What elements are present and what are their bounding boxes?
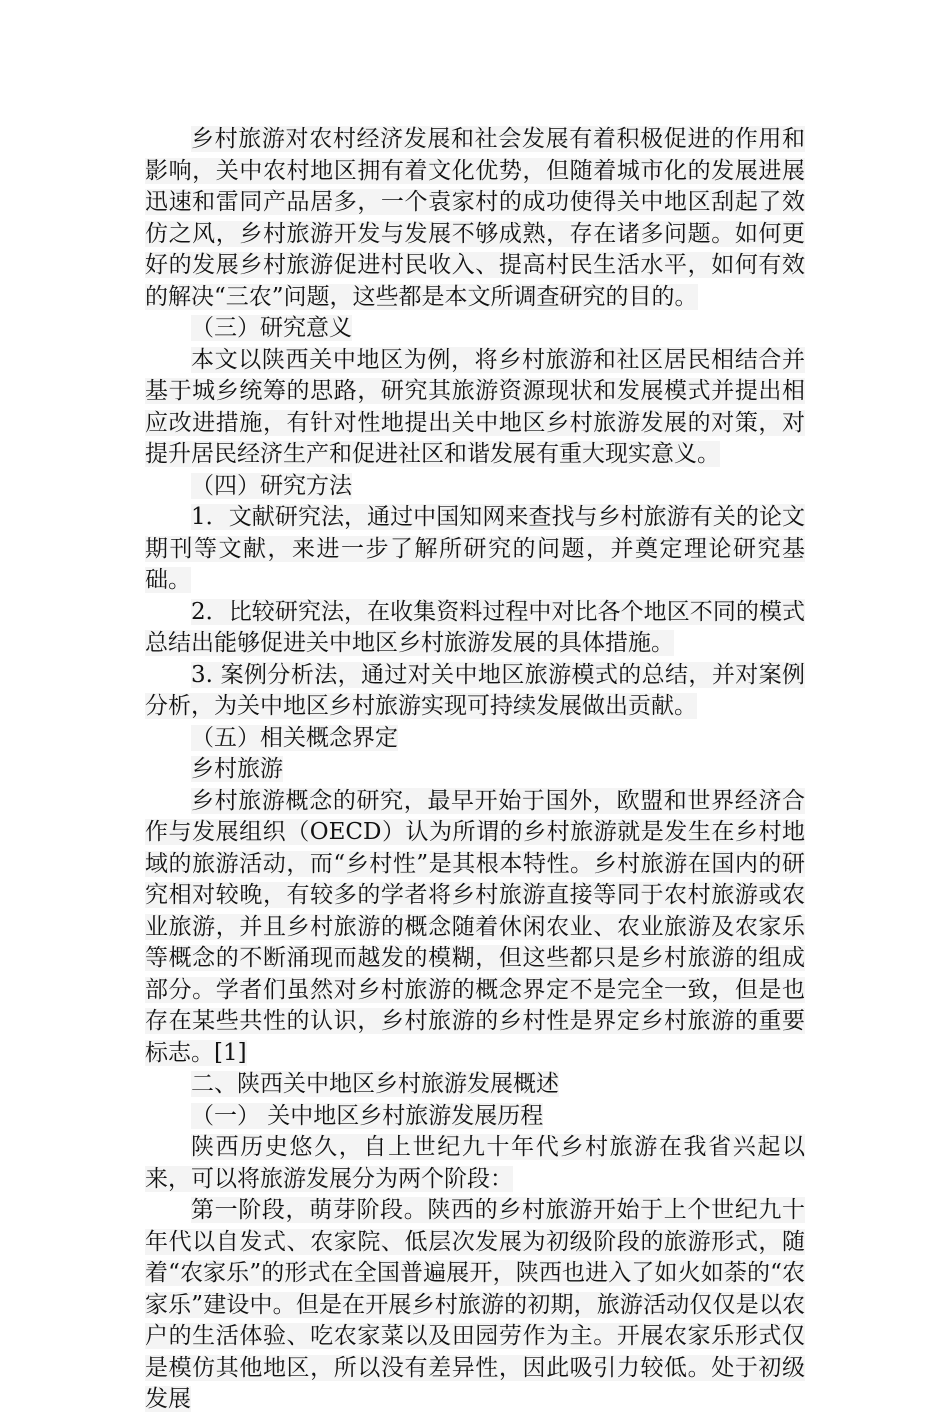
paragraph-text: 本文以陕西关中地区为例，将乡村旅游和社区居民相结合并基于城乡统筹的思路，研究其旅游资源现状和发展模式并提出相应改进措施，有针对性地提出关中地区乡村旅游发展的对策，对提升居民经济生产和促进社区和谐发展有重大现实意义。	[145, 346, 805, 467]
section-heading-concepts	[145, 723, 805, 755]
paragraph-text: 乡村旅游概念的研究，最早开始于国外，欧盟和世界经济合作与发展组织（OECD）认为所谓的乡村旅游就是发生在乡村地域的旅游活动，而“乡村性”是其根本特性。乡村旅游在国内的研究相对较晚，有较多的学者将乡村旅游直接等同于农村旅游或农业旅游，并且乡村旅游的概念随着休闲农业、农业旅游及农家乐等概念的不断涌现而越发的模糊，但这些都只是乡村旅游的组成部分。学者们虽然对乡村旅游的概念界定不是完全一致，但是也存在某些共性的认识，乡村旅游的乡村性是界定乡村旅游的重要标志。[1]	[145, 787, 805, 1066]
paragraph-method-3	[145, 660, 805, 723]
paragraph-text: 第一阶段，萌芽阶段。陕西的乡村旅游开始于上个世纪九十年代以自发式、农家院、低层次发展为初级阶段的旅游形式，随着“农家乐”的形式在全国普遍展开，陕西也进入了如火如荼的“农家乐”建设中。但是在开展乡村旅游的初期，旅游活动仅仅是以农户的生活体验、吃农家菜以及田园劳作为主。开展农家乐形式仅是模仿其他地区，所以没有差异性，因此吸引力较低。处于初级发展	[145, 1197, 805, 1412]
heading-text: （一） 关中地区乡村旅游发展历程	[191, 1102, 544, 1129]
heading-text: （三）研究意义	[191, 315, 352, 341]
subheading-rural-tourism	[145, 754, 805, 786]
paragraph-text: 1．文献研究法，通过中国知网来查找与乡村旅游有关的论文期刊等文献，来进一步了解所研究的问题，并奠定理论研究基础。	[145, 504, 805, 593]
section-heading-history	[145, 1101, 805, 1133]
heading-text: 乡村旅游	[191, 756, 283, 782]
heading-text: （四）研究方法	[191, 472, 352, 499]
section-heading-significance	[145, 313, 805, 345]
chapter-heading-overview	[145, 1069, 805, 1101]
document-body	[145, 124, 805, 1416]
paragraph-method-2	[145, 597, 805, 660]
heading-text: （五）相关概念界定	[191, 724, 398, 751]
paragraph-history-intro	[145, 1132, 805, 1195]
paragraph-rural-tourism-definition	[145, 786, 805, 1070]
paragraph-text: 2．比较研究法，在收集资料过程中对比各个地区不同的模式总结出能够促进关中地区乡村旅游发展的具体措施。	[145, 598, 805, 656]
paragraph-method-1	[145, 502, 805, 597]
paragraph-stage-one	[145, 1195, 805, 1416]
paragraph-text: 陕西历史悠久，自上世纪九十年代乡村旅游在我省兴起以来，可以将旅游发展分为两个阶段：	[145, 1134, 805, 1192]
heading-text: 二、陕西关中地区乡村旅游发展概述	[191, 1071, 559, 1097]
paragraph-significance	[145, 345, 805, 471]
section-heading-methods	[145, 471, 805, 503]
paragraph-text: 3. 案例分析法，通过对关中地区旅游模式的总结，并对案例分析，为关中地区乡村旅游实现可持续发展做出贡献。	[145, 661, 805, 719]
paragraph-text: 乡村旅游对农村经济发展和社会发展有着积极促进的作用和影响，关中农村地区拥有着文化优势，但随着城市化的发展进展迅速和雷同产品居多，一个袁家村的成功使得关中地区刮起了效仿之风，乡村旅游开发与发展不够成熟，存在诸多问题。如何更好的发展乡村旅游促进村民收入、提高村民生活水平，如何有效的解决“三农”问题，这些都是本文所调查研究的目的。	[145, 126, 805, 310]
paragraph-purpose	[145, 124, 805, 313]
